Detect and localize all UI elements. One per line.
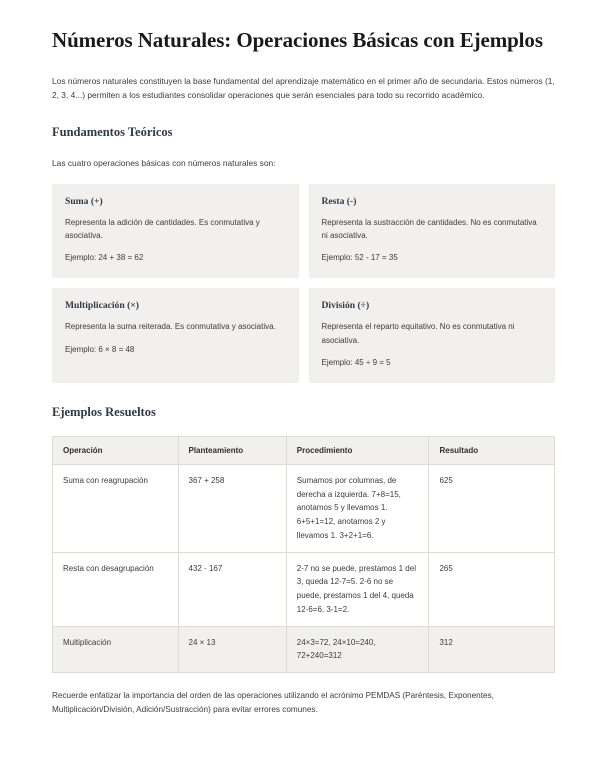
cell-procedimiento: 24×3=72, 24×10=240, 72+240=312 — [286, 626, 429, 673]
operation-card-multiplicacion — [52, 288, 299, 382]
operation-card-resta — [309, 184, 556, 278]
fundamentals-lead: Las cuatro operaciones básicas con números naturales son: — [52, 157, 276, 168]
operation-card-division — [309, 288, 556, 382]
column-header-procedimiento: Procedimiento — [286, 436, 429, 464]
operation-example: Ejemplo: 24 + 38 = 62 — [65, 253, 144, 263]
operation-example: Ejemplo: 52 - 17 = 35 — [321, 253, 398, 263]
cell-planteamiento: 24 × 13 — [178, 626, 286, 673]
table-row — [53, 464, 555, 552]
table-header-row — [53, 436, 555, 464]
operation-card-suma — [52, 184, 299, 278]
cell-operacion: Suma con reagrupación — [53, 464, 179, 552]
operation-title: División (÷) — [321, 300, 370, 312]
cell-resultado: 265 — [429, 552, 555, 626]
examples-table — [52, 436, 555, 673]
cell-procedimiento: 2-7 no se puede, prestamos 1 del 3, queda 12-7=5. 2-6 no se puede, prestamos 1 del 4, queda 12-6=6. 3-1=2. — [286, 552, 429, 626]
cell-operacion: Multiplicación — [53, 626, 179, 673]
operation-example: Ejemplo: 45 ÷ 9 = 5 — [321, 357, 391, 367]
operation-example: Ejemplo: 6 × 8 = 48 — [65, 344, 135, 354]
table-header — [53, 436, 555, 464]
operations-grid — [52, 184, 555, 383]
table-body — [53, 464, 555, 672]
operation-title: Multiplicación (×) — [65, 300, 139, 312]
operation-description: Representa el reparto equitativo. No es conmutativa ni asociativa. — [321, 322, 515, 345]
operation-title: Suma (+) — [65, 196, 103, 207]
cell-resultado: 312 — [429, 626, 555, 673]
intro-paragraph: Los números naturales constituyen la base fundamental del aprendizaje matemático en el primer año de secundaria. Estos números (1, 2, 3, 4...) permiten a los estudiantes consolidar operaciones que serán esenciales para todo su recorrido académico. — [52, 75, 555, 101]
operation-description: Representa la adición de cantidades. Es conmutativa y asociativa. — [65, 218, 260, 241]
section-heading-examples: Ejemplos Resueltos — [52, 404, 156, 419]
cell-planteamiento: 367 + 258 — [178, 464, 286, 552]
cell-operacion: Resta con desagrupación — [53, 552, 179, 626]
cell-planteamiento: 432 - 167 — [178, 552, 286, 626]
operation-description: Representa la suma reiterada. Es conmutativa y asociativa. — [65, 322, 276, 332]
table-row — [53, 626, 555, 673]
column-header-operacion: Operación — [53, 436, 179, 464]
footnote-text: Recuerde enfatizar la importancia del orden de las operaciones utilizando el acrónimo PEMDAS (Paréntesis, Exponentes, Multiplicación/División, Adición/Sustracción) para evitar errores comunes. — [52, 691, 494, 715]
page-title: Números Naturales: Operaciones Básicas con Ejemplos — [52, 28, 543, 52]
cell-resultado: 625 — [429, 464, 555, 552]
column-header-planteamiento: Planteamiento — [178, 436, 286, 464]
operation-title: Resta (-) — [321, 196, 357, 207]
section-heading-fundamentals: Fundamentos Teóricos — [52, 124, 173, 139]
cell-procedimiento: Sumamos por columnas, de derecha a izquierda. 7+8=15, anotamos 5 y llevamos 1. 6+5+1=12, anotamos 2 y llevamos 1. 3+2+1=6. — [286, 464, 429, 552]
operation-description: Representa la sustracción de cantidades. No es conmutativa ni asociativa. — [321, 218, 537, 241]
column-header-resultado: Resultado — [429, 436, 555, 464]
table-row — [53, 552, 555, 626]
